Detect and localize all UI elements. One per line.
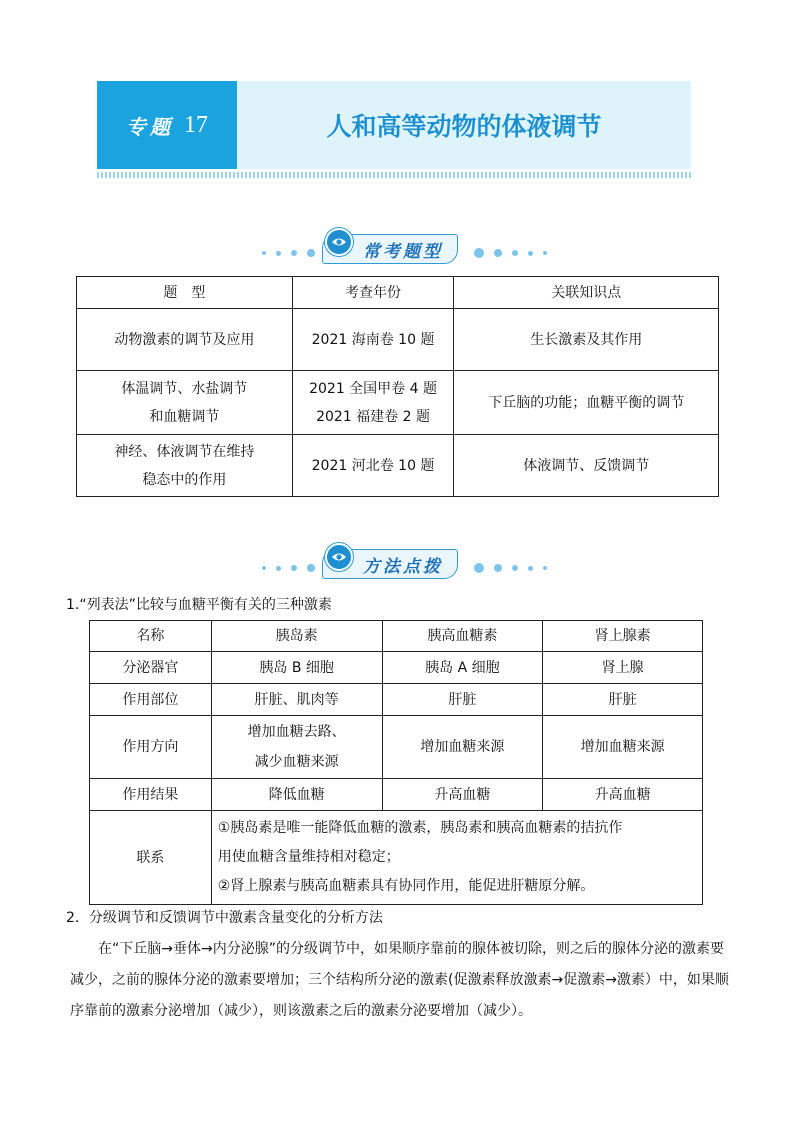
table-cell: 肝脏 (543, 684, 703, 716)
year-cell: 2021 河北卷 10 题 (292, 435, 454, 497)
table-cell: 增加血糖来源 (543, 716, 703, 779)
chapter-label: 专题 (126, 114, 174, 139)
table-cell: 降低血糖 (211, 779, 382, 811)
chapter-title: 人和高等动物的体液调节 (326, 112, 602, 141)
section-tag (322, 234, 458, 264)
column-header: 关联知识点 (454, 277, 719, 309)
table-cell: 增加血糖来源 (382, 716, 543, 779)
row-label: 作用结果 (90, 779, 212, 811)
relation-line: ②肾上腺素与胰高血糖素具有协同作用，能促进肝糖原分解。 (217, 878, 595, 894)
relation-line: ①胰岛素是唯一能降低血糖的激素，胰岛素和胰高血糖素的拮抗作 (217, 820, 623, 836)
year-cell: 2021 海南卷 10 题 (292, 309, 454, 371)
row-label: 分泌器官 (90, 652, 212, 684)
row-label: 作用方向 (90, 716, 212, 779)
section-tag (322, 549, 458, 579)
section-title: 方法点拨 (363, 556, 443, 577)
knowledge-cell: 体液调节、反馈调节 (454, 435, 719, 497)
table-cell: 肝脏 (382, 684, 543, 716)
eye-icon (325, 228, 353, 256)
table-row (77, 371, 719, 435)
section-header-method-tips (0, 545, 794, 585)
explanation-paragraph: 在“下丘脑→垂体→内分泌腺”的分级调节中，如果顺序靠前的腺体被切除，则之后的腺体分泌的激素要减少，之前的腺体分泌的激素要增加；三个结构所分泌的激素(促激素释放激素→促激素→激素）中，如果顺序靠前的激素分泌增加（减少），则该激素之后的激素分泌要增加（减少）。 (70, 941, 729, 1019)
right-dots (474, 563, 547, 573)
hormone-comparison-table (89, 620, 703, 905)
topic-cell: 动物激素的调节及应用 (77, 309, 293, 371)
relation-line: 用使血糖含量维持相对稳定； (217, 849, 400, 865)
table-header-row (77, 277, 719, 309)
row-label: 作用部位 (90, 684, 212, 716)
chapter-number: 17 (184, 111, 208, 138)
table-row (90, 779, 703, 811)
year-cell: 2021 全国甲卷 4 题 2021 福建卷 2 题 (292, 371, 454, 435)
section-title: 常考题型 (363, 241, 443, 262)
column-header: 胰高血糖素 (382, 621, 543, 652)
relation-row (90, 811, 703, 905)
method-heading-2: 2．分级调节和反馈调节中激素含量变化的分析方法 (66, 910, 383, 926)
table-cell: 增加血糖去路、 减少血糖来源 (211, 716, 382, 779)
table-row (77, 309, 719, 371)
right-dots (474, 248, 547, 258)
knowledge-cell: 下丘脑的功能；血糖平衡的调节 (454, 371, 719, 435)
column-header: 题 型 (77, 277, 293, 309)
table-row (90, 716, 703, 779)
table-cell: 肾上腺 (543, 652, 703, 684)
column-header: 肾上腺素 (543, 621, 703, 652)
table-row (77, 435, 719, 497)
eye-icon (325, 543, 353, 571)
table-cell: 肝脏、肌肉等 (211, 684, 382, 716)
column-header: 胰岛素 (211, 621, 382, 652)
topic-cell: 神经、体液调节在维持 稳态中的作用 (77, 435, 293, 497)
column-header: 考查年份 (292, 277, 454, 309)
topic-cell: 体温调节、水盐调节 和血糖调节 (77, 371, 293, 435)
knowledge-cell: 生长激素及其作用 (454, 309, 719, 371)
table-header-row (90, 621, 703, 652)
relation-cell (211, 811, 702, 905)
table-row (90, 652, 703, 684)
table-row (90, 684, 703, 716)
table-cell: 升高血糖 (382, 779, 543, 811)
banner-divider (97, 172, 691, 178)
chapter-banner (97, 81, 691, 169)
exam-topics-table (76, 276, 719, 497)
table-cell: 升高血糖 (543, 779, 703, 811)
method-heading-1: 1.“列表法”比较与血糖平衡有关的三种激素 (66, 597, 332, 613)
chapter-number-box (97, 81, 237, 169)
table-cell: 胰岛 B 细胞 (211, 652, 382, 684)
section-header-common-types (0, 230, 794, 270)
column-header: 名称 (90, 621, 212, 652)
table-cell: 胰岛 A 细胞 (382, 652, 543, 684)
row-label: 联系 (90, 811, 212, 905)
